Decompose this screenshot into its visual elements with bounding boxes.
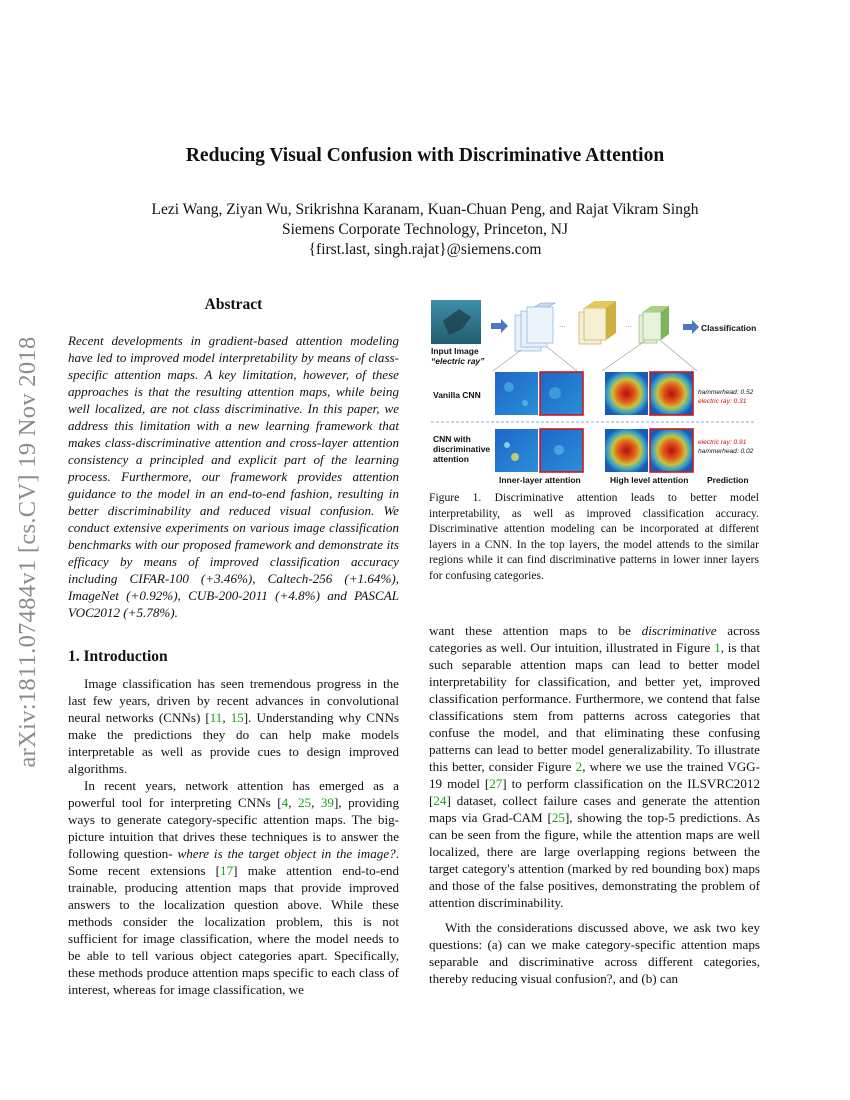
cnn-disc-attention-label: CNN with discriminative attention [433, 434, 491, 464]
high-map-vanilla-2 [650, 372, 693, 415]
high-map-vanilla-1 [605, 372, 648, 415]
figure-link[interactable]: 2 [575, 759, 583, 774]
inner-map-vanilla-2 [540, 372, 583, 415]
authors: Lezi Wang, Ziyan Wu, Srikrishna Karanam, Kuan-Chuan Peng, and Rajat Vikram Singh [151, 201, 699, 218]
conv-block-yellow [579, 301, 616, 344]
vanilla-cnn-label: Vanilla CNN [433, 390, 481, 400]
conv-block-green [639, 306, 669, 343]
arrow-icon [491, 319, 508, 333]
high-map-disc-1 [605, 429, 648, 472]
citation-link[interactable]: 39 [320, 795, 334, 810]
arxiv-stamp [8, 292, 48, 812]
citation-link[interactable]: 25 [297, 795, 312, 810]
right-column-body [429, 622, 760, 987]
citation-link[interactable]: 17 [220, 863, 234, 878]
svg-text:...: ... [625, 320, 632, 329]
intro-paragraph-2: In recent years, network attention has emerged as a powerful tool for interpreting CNNs [4, 25, 39], providing ways to generate category-specific attention maps. The big-picture intuition that drives these techniques is to answer the following question- where is the target object in the image?. Some recent extensions [17] make attention end-to-end trainable, producing attention maps that provide improved answers to the localization question above. While these methods consider the localization problem, this is not sufficient for image classification, where the model needs to be able to tell various object categories apart. Specifically, these methods produce attention maps specific to each class of interest, whereas for image classification, we [68, 778, 399, 997]
email: {first.last, singh.rajat}@siemens.com [308, 241, 542, 258]
citation-link[interactable]: 25 [551, 810, 565, 825]
bottom-score-2: hammerhead: 0.02 [698, 448, 754, 455]
high-level-label: High level attention [610, 475, 689, 485]
citation-link[interactable]: 27 [489, 776, 503, 791]
affiliation: Siemens Corporate Technology, Princeton, NJ [281, 221, 569, 238]
right-paragraph-1: want these attention maps to be discriminative across categories as well. Our intuition, illustrated in Figure 1, is that such separable attention maps can lead to better model interpretability for classification, and better yet, improved classification performance. Furthermore, we contend that false classifications stem from patterns across categories that confuse the model, and that eliminating these confusing patterns can lead to better model generalizability. To illustrate this better, consider Figure 2, where we use the trained VGG-19 model [27] to perform classification on the ILSVRC2012 [24] dataset, collect failure cases and generate the attention maps via Grad-CAM [25], showing the top-5 predictions. As can be seen from the figure, while the attention maps are well localized, there are large overlapping regions between the target category's attention (marked by red bounding box) maps and those of the false positives, demonstrating the problem of attention discriminability. [429, 623, 760, 910]
high-map-disc-2 [650, 429, 693, 472]
citation-link[interactable]: 24 [433, 793, 447, 808]
intro-heading: 1. Introduction [68, 648, 168, 665]
input-image-label: Input Image “electric ray” [431, 346, 485, 366]
top-score-2: electric ray: 0.31 [698, 398, 747, 405]
arxiv-id: arXiv:1811.07484v1 [cs.CV] 19 Nov 2018 [14, 336, 41, 768]
inner-map-vanilla-1 [495, 372, 538, 415]
citation-link[interactable]: 15 [230, 710, 244, 725]
citation-link[interactable]: 11 [209, 710, 223, 725]
abstract-text: Recent developments in gradient-based attention modeling have led to improved model interpretability by means of class-specific attention maps. A key limitation, however, of these approaches is that the resulting attention maps, while being well localized, are not class discriminative. In this paper, we address this limitation with a new learning framework that makes class-discriminative attention and cross-layer attention consistency a principled and explicit part of the learning process. Furthermore, our framework provides attention guidance to the model in an end-to-end fashion, resulting in better discriminability and reduced visual confusion. We conduct extensive experiments on various image classification benchmarks with our proposed framework and demonstrate its efficacy by means of improved classification accuracy including CIFAR-100 (+3.46%), Caltech-256 (+1.64%), ImageNet (+0.92%), CUB-200-2011 (+4.8%) and PASCAL VOC2012 (+5.78%). [68, 333, 399, 620]
right-paragraph-2: With the considerations discussed above, we ask two key questions: (a) can we make category-specific attention maps separable and discriminative across different categories, thereby reducing visual confusion?, and (b) can [429, 920, 760, 986]
inner-map-disc-1 [495, 429, 538, 472]
author-block [0, 200, 850, 260]
citation-link[interactable]: 4 [281, 795, 289, 810]
figure-1 [429, 295, 759, 485]
conv-block-blue [515, 303, 555, 351]
arrow-icon [683, 320, 699, 334]
bottom-score-1: electric ray: 0.91 [698, 439, 747, 446]
classification-label: Classification [701, 323, 757, 333]
prediction-label: Prediction [707, 475, 749, 485]
abstract-heading: Abstract [204, 296, 263, 313]
paper-title: Reducing Visual Confusion with Discriminative Attention [185, 145, 665, 166]
intro-paragraph-1: Image classification has seen tremendous progress in the last few years, driven by recent advances in convolutional neural networks (CNNs) [11, 15]. Understanding why CNNs make the predictions they do can help make models interpretable as well as provide cues to design improved algorithms. [68, 676, 400, 776]
intro-body [68, 675, 399, 998]
figure-1-caption: Figure 1. Discriminative attention leads to better model interpretability, as well as improved classification accuracy. Discriminative attention modeling can be incorporated at different layers in a CNN. In the top layers, the model attends to the similar regions while it can find discriminative patterns in lower inner layers for confusing categories. [429, 491, 759, 582]
inner-layer-label: Inner-layer attention [499, 475, 581, 485]
top-score-1: hammerhead: 0.52 [698, 389, 754, 396]
figure-link[interactable]: 1 [714, 640, 721, 655]
svg-text:...: ... [559, 320, 566, 329]
